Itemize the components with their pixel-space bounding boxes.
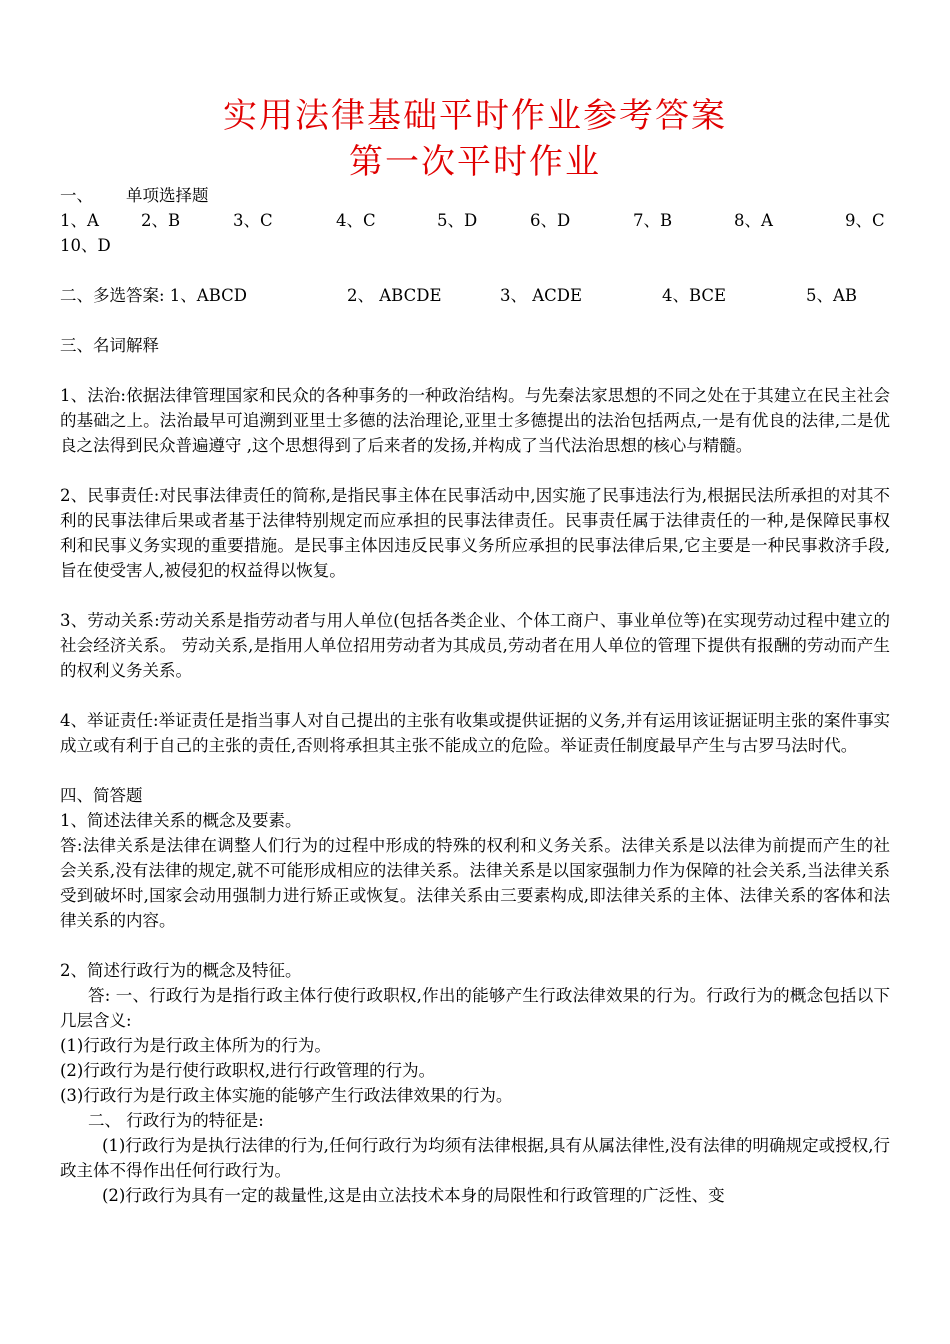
document-title: 实用法律基础平时作业参考答案 [223,96,727,136]
answer-item: 3、 ACDE [500,286,583,305]
answer-item: 7、B [633,211,673,230]
section1-title: 单项选择题 [126,186,209,205]
document-body [60,183,890,1208]
answer-item: 4、C [336,211,376,230]
term-definition: 1、法治:依据法律管理国家和民众的各种事务的一种政治结构。与先秦法家思想的不同之处在于其建立在民主社会的基础之上。法治最早可追溯到亚里士多德的法治理论,亚里士多德提出的法治包括两点,一是有优良的法律,二是优良之法得到民众普遍遵守 ,这个思想得到了后来者的发扬,并构成了当代法治思想的核心与精髓。 [60,386,890,455]
section1-number: 一、 [60,186,93,205]
multi-answer-prefix: 二、多选答案: 1、ABCD [60,286,248,305]
answer-item: 8、A [734,211,773,230]
section4-heading: 四、简答题 [60,786,143,805]
section1-heading [60,183,890,208]
single-choice-answers [60,208,890,233]
question-2: 2、简述行政行为的概念及特征。 [60,961,302,980]
answer-2-point: (3)行政行为是行政主体实施的能够产生行政法律效果的行为。 [60,1086,513,1105]
answer-item: 2、 ABCDE [347,286,442,305]
answer-item: 3、C [233,211,273,230]
answer-item: 10、D [60,236,111,255]
answer-item: 9、C [845,211,885,230]
term-definition: 3、劳动关系:劳动关系是指劳动者与用人单位(包括各类企业、个体工商户、事业单位等)在实现劳动过程中建立的社会经济关系。 劳动关系,是指用人单位招用劳动者为其成员,劳动者在用人单位的管理下提供有报酬的劳动而产生的权利义务关系。 [60,611,890,680]
term-definition: 4、举证责任:举证责任是指当事人对自己提出的主张有收集或提供证据的义务,并有运用该证据证明主张的案件事实成立或有利于自己的主张的责任,否则将承担其主张不能成立的危险。举证责任制度最早产生与古罗马法时代。 [60,711,890,755]
answer-1: 答:法律关系是法律在调整人们行为的过程中形成的特殊的权利和义务关系。法律关系是以法律为前提而产生的社会关系,没有法律的规定,就不可能形成相应的法律关系。法律关系是以国家强制力作为保障的社会关系,当法律关系受到破坏时,国家会动用强制力进行矫正或恢复。法律关系由三要素构成,即法律关系的主体、法律关系的客体和法律关系的内容。 [60,836,890,930]
answer-item: 6、D [530,211,571,230]
answer-2-intro: 答: 一、行政行为是指行政主体行使行政职权,作出的能够产生行政法律效果的行为。行政行为的概念包括以下几层含义: [60,986,890,1030]
term-definition: 2、民事责任:对民事法律责任的简称,是指民事主体在民事活动中,因实施了民事违法行为,根据民法所承担的对其不利的民事法律后果或者基于法律特别规定而应承担的民事法律责任。民事责任属于法律责任的一种,是保障民事权利和民事义务实现的重要措施。是民事主体因违反民事义务所应承担的民事法律后果,它主要是一种民事救济手段,旨在使受害人,被侵犯的权益得以恢复。 [60,486,890,580]
answer-item: 5、AB [806,286,858,305]
answer-2-feature: (2)行政行为具有一定的裁量性,这是由立法技术本身的局限性和行政管理的广泛性、变 [102,1186,725,1205]
answer-2-features-heading: 二、 行政行为的特征是: [88,1111,264,1130]
section3-heading: 三、名词解释 [60,336,159,355]
answer-item: 2、B [141,211,181,230]
question-1: 1、简述法律关系的概念及要素。 [60,811,302,830]
answer-2-point: (1)行政行为是行政主体所为的行为。 [60,1036,331,1055]
answer-item: 4、BCE [662,286,727,305]
answer-item: 5、D [437,211,478,230]
answer-2-point: (2)行政行为是行使行政职权,进行行政管理的行为。 [60,1061,436,1080]
answer-2-feature: (1)行政行为是执行法律的行为,任何行政行为均须有法律根据,具有从属法律性,没有法律的明确规定或授权,行政主体不得作出任何行政行为。 [60,1136,890,1180]
single-choice-answers-cont [60,233,890,258]
document-subtitle: 第一次平时作业 [349,142,601,182]
multi-choice-answers [60,283,890,308]
answer-item: 1、A [60,211,99,230]
